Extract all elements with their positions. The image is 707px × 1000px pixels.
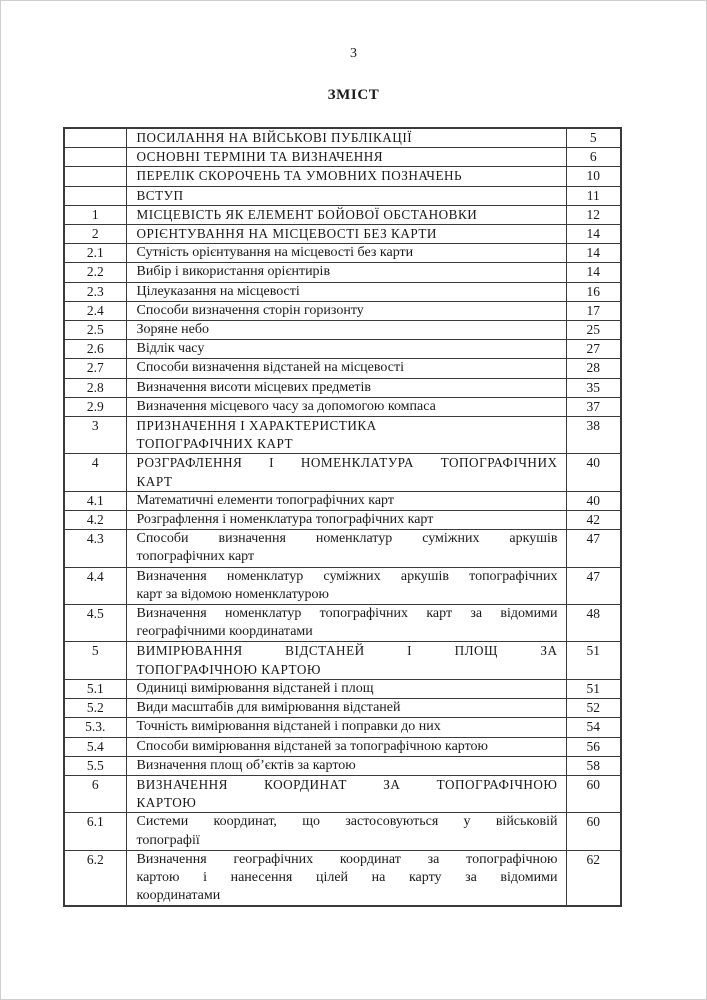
toc-row — [64, 756, 621, 775]
toc-row — [64, 340, 621, 359]
toc-row-number: 4.4 — [64, 567, 126, 604]
toc-row-number: 2.7 — [64, 359, 126, 378]
toc-row-number: 2.5 — [64, 321, 126, 340]
toc-row-number: 2 — [64, 225, 126, 244]
toc-row-title — [126, 775, 566, 812]
toc-row-number: 4.1 — [64, 491, 126, 510]
toc-body — [64, 128, 621, 906]
toc-title-line: Одиниці вимірювання відстаней і площ — [136, 680, 374, 696]
toc-row — [64, 699, 621, 718]
toc-row-title — [126, 605, 566, 642]
toc-title-line: Зоряне небо — [136, 322, 209, 338]
toc-row-page: 62 — [566, 850, 621, 906]
toc-title-line: Способи визначення номенклатур суміжних аркушів — [136, 531, 558, 547]
toc-row-page: 40 — [566, 454, 621, 491]
toc-title-line: ВСТУП — [136, 187, 184, 203]
toc-row-title — [126, 148, 566, 167]
toc-row — [64, 775, 621, 812]
toc-row-title — [126, 699, 566, 718]
toc-row — [64, 454, 621, 491]
toc-row-title — [126, 282, 566, 301]
toc-row-page: 35 — [566, 378, 621, 397]
toc-row-title — [126, 718, 566, 737]
page-title: ЗМІСТ — [327, 87, 380, 103]
toc-row-title — [126, 642, 566, 679]
toc-row-page: 14 — [566, 263, 621, 282]
toc-title-line: Види масштабів для вимірювання відстаней — [136, 700, 401, 716]
toc-row-title — [126, 205, 566, 224]
toc-row-page: 47 — [566, 567, 621, 604]
toc-title-line: Визначення висоти місцевих предметів — [136, 379, 372, 395]
toc-row-title — [126, 128, 566, 148]
toc-title-line: Способи вимірювання відстаней за топографічною картою — [136, 738, 489, 754]
toc-row-number — [64, 186, 126, 205]
toc-title-line: Способи визначення сторін горизонту — [136, 302, 364, 318]
toc-row-page: 40 — [566, 491, 621, 510]
toc-title-line: ПОСИЛАННЯ НА ВІЙСЬКОВІ ПУБЛІКАЦІЇ — [136, 130, 413, 145]
toc-row-number: 5.5 — [64, 756, 126, 775]
toc-row-page: 47 — [566, 530, 621, 567]
toc-row — [64, 321, 621, 340]
toc-row-page: 14 — [566, 244, 621, 263]
toc-title-line: картою і нанесення цілей на карту за відомими — [136, 869, 558, 885]
toc-row-number: 5.1 — [64, 679, 126, 698]
toc-row — [64, 205, 621, 224]
toc-row-page: 56 — [566, 737, 621, 756]
toc-row-page: 17 — [566, 301, 621, 320]
toc-row — [64, 511, 621, 530]
toc-row-title — [126, 301, 566, 320]
toc-row-number: 6.1 — [64, 813, 126, 850]
toc-title-line: ТОПОГРАФІЧНИХ КАРТ — [136, 436, 294, 452]
toc-row-title — [126, 378, 566, 397]
toc-row-page: 28 — [566, 359, 621, 378]
toc-row-number: 2.1 — [64, 244, 126, 263]
toc-row — [64, 567, 621, 604]
toc-row — [64, 813, 621, 850]
toc-row — [64, 605, 621, 642]
toc-row-title — [126, 397, 566, 416]
toc-row-page: 52 — [566, 699, 621, 718]
toc-row-number: 3 — [64, 417, 126, 454]
toc-row-number — [64, 148, 126, 167]
toc-row — [64, 679, 621, 698]
toc-row-title — [126, 186, 566, 205]
toc-row-number: 2.2 — [64, 263, 126, 282]
toc-row-title — [126, 530, 566, 567]
toc-title-line: ВИМІРЮВАННЯ ВІДСТАНЕЙ І ПЛОЩ ЗА — [136, 643, 558, 659]
toc-title-line: Системи координат, що застосовуються у військовій — [136, 814, 558, 830]
toc-row-title — [126, 244, 566, 263]
toc-row-number: 5.4 — [64, 737, 126, 756]
toc-title-line: Визначення номенклатур суміжних аркушів топографічних — [136, 568, 558, 584]
toc-row — [64, 718, 621, 737]
toc-row — [64, 128, 621, 148]
toc-row-page: 37 — [566, 397, 621, 416]
toc-row-page: 12 — [566, 205, 621, 224]
toc-row-page: 60 — [566, 775, 621, 812]
toc-row — [64, 417, 621, 454]
toc-row — [64, 530, 621, 567]
toc-row — [64, 850, 621, 906]
toc-row-page: 10 — [566, 167, 621, 186]
toc-row — [64, 642, 621, 679]
toc-row — [64, 167, 621, 186]
toc-title-line: РОЗГРАФЛЕННЯ І НОМЕНКЛАТУРА ТОПОГРАФІЧНИХ — [136, 455, 558, 471]
toc-row-title — [126, 737, 566, 756]
toc-row-page: 51 — [566, 642, 621, 679]
toc-title-line: ПЕРЕЛІК СКОРОЧЕНЬ ТА УМОВНИХ ПОЗНАЧЕНЬ — [136, 168, 463, 184]
toc-title-line: ПРИЗНАЧЕННЯ І ХАРАКТЕРИСТИКА — [136, 418, 377, 434]
toc-row — [64, 225, 621, 244]
toc-title-line: Способи визначення відстаней на місцевості — [136, 360, 404, 376]
toc-row-title — [126, 511, 566, 530]
toc-row — [64, 301, 621, 320]
toc-row-title — [126, 679, 566, 698]
toc-title-line: географічними координатами — [136, 624, 313, 640]
toc-title-line: КАРТОЮ — [136, 795, 197, 811]
toc-row-title — [126, 756, 566, 775]
toc-row-number: 6.2 — [64, 850, 126, 906]
toc-row-page: 5 — [566, 128, 621, 148]
toc-title-line: карт за відомою номенклатурою — [136, 586, 329, 602]
toc-row-number: 2.6 — [64, 340, 126, 359]
toc-row-title — [126, 417, 566, 454]
toc-row-page: 60 — [566, 813, 621, 850]
toc-title-line: Відлік часу — [136, 341, 205, 357]
toc-row-page: 48 — [566, 605, 621, 642]
toc-title-line: координатами — [136, 888, 221, 904]
toc-row-title — [126, 225, 566, 244]
toc-row-page: 6 — [566, 148, 621, 167]
toc-row-number: 2.8 — [64, 378, 126, 397]
page-number: 3 — [350, 46, 357, 61]
toc-row — [64, 244, 621, 263]
toc-row — [64, 737, 621, 756]
toc-row — [64, 397, 621, 416]
toc-title-line: Вибір і використання орієнтирів — [136, 264, 331, 280]
toc-row — [64, 263, 621, 282]
toc-row-title — [126, 567, 566, 604]
toc-row-number: 2.3 — [64, 282, 126, 301]
toc-row-page: 58 — [566, 756, 621, 775]
toc-title-line: Визначення місцевого часу за допомогою компаса — [136, 398, 436, 414]
toc-row-number: 5.2 — [64, 699, 126, 718]
toc-row-title — [126, 491, 566, 510]
toc-row-title — [126, 263, 566, 282]
toc-row-page: 14 — [566, 225, 621, 244]
toc-title-line: Визначення номенклатур топографічних карт за відомими — [136, 606, 558, 622]
toc-row-number: 2.9 — [64, 397, 126, 416]
toc-title-line: ТОПОГРАФІЧНОЮ КАРТОЮ — [136, 661, 321, 677]
toc-row — [64, 359, 621, 378]
toc-title-line: ВИЗНАЧЕННЯ КООРДИНАТ ЗА ТОПОГРАФІЧНОЮ — [136, 776, 558, 792]
toc-row-page: 11 — [566, 186, 621, 205]
toc-row — [64, 491, 621, 510]
toc-row-page: 38 — [566, 417, 621, 454]
toc-title-line: Математичні елементи топографічних карт — [136, 492, 394, 508]
toc-row — [64, 148, 621, 167]
toc-title-line: КАРТ — [136, 473, 173, 489]
toc-title-line: топографічних карт — [136, 549, 255, 565]
toc-row-number: 4.2 — [64, 511, 126, 530]
toc-row-number — [64, 167, 126, 186]
toc-row-title — [126, 321, 566, 340]
toc-row-number: 4 — [64, 454, 126, 491]
toc-row-page: 16 — [566, 282, 621, 301]
toc-row-number: 2.4 — [64, 301, 126, 320]
toc-table — [63, 127, 622, 907]
toc-row-number: 1 — [64, 205, 126, 224]
toc-row-number — [64, 128, 126, 148]
toc-row-number: 4.5 — [64, 605, 126, 642]
toc-row-title — [126, 813, 566, 850]
toc-row-title — [126, 454, 566, 491]
toc-row-title — [126, 340, 566, 359]
toc-row-number: 5 — [64, 642, 126, 679]
toc-row-title — [126, 359, 566, 378]
toc-title-line: Розграфлення і номенклатура топографічних карт — [136, 512, 434, 528]
toc-title-line: Визначення географічних координат за топографічною — [136, 851, 558, 867]
toc-row-page: 25 — [566, 321, 621, 340]
toc-title-line: Цілеуказання на місцевості — [136, 283, 300, 299]
toc-row-title — [126, 850, 566, 906]
toc-row-title — [126, 167, 566, 186]
toc-title-line: ОРІЄНТУВАННЯ НА МІСЦЕВОСТІ БЕЗ КАРТИ — [136, 226, 437, 242]
toc-title-line: МІСЦЕВІСТЬ ЯК ЕЛЕМЕНТ БОЙОВОЇ ОБСТАНОВКИ — [136, 206, 478, 222]
toc-row-page: 27 — [566, 340, 621, 359]
toc-row-page: 51 — [566, 679, 621, 698]
toc-row — [64, 378, 621, 397]
toc-row-number: 5.3. — [64, 718, 126, 737]
toc-row — [64, 186, 621, 205]
toc-row-number: 4.3 — [64, 530, 126, 567]
toc-row — [64, 282, 621, 301]
toc-row-number: 6 — [64, 775, 126, 812]
toc-row-page: 42 — [566, 511, 621, 530]
toc-title-line: Точність вимірювання відстаней і поправки до них — [136, 719, 441, 735]
toc-title-line: топографії — [136, 832, 200, 848]
toc-row-page: 54 — [566, 718, 621, 737]
toc-title-line: Визначення площ об’єктів за картою — [136, 757, 356, 773]
toc-title-line: ОСНОВНІ ТЕРМІНИ ТА ВИЗНАЧЕННЯ — [136, 149, 384, 165]
toc-title-line: Сутність орієнтування на місцевості без карти — [136, 245, 414, 261]
